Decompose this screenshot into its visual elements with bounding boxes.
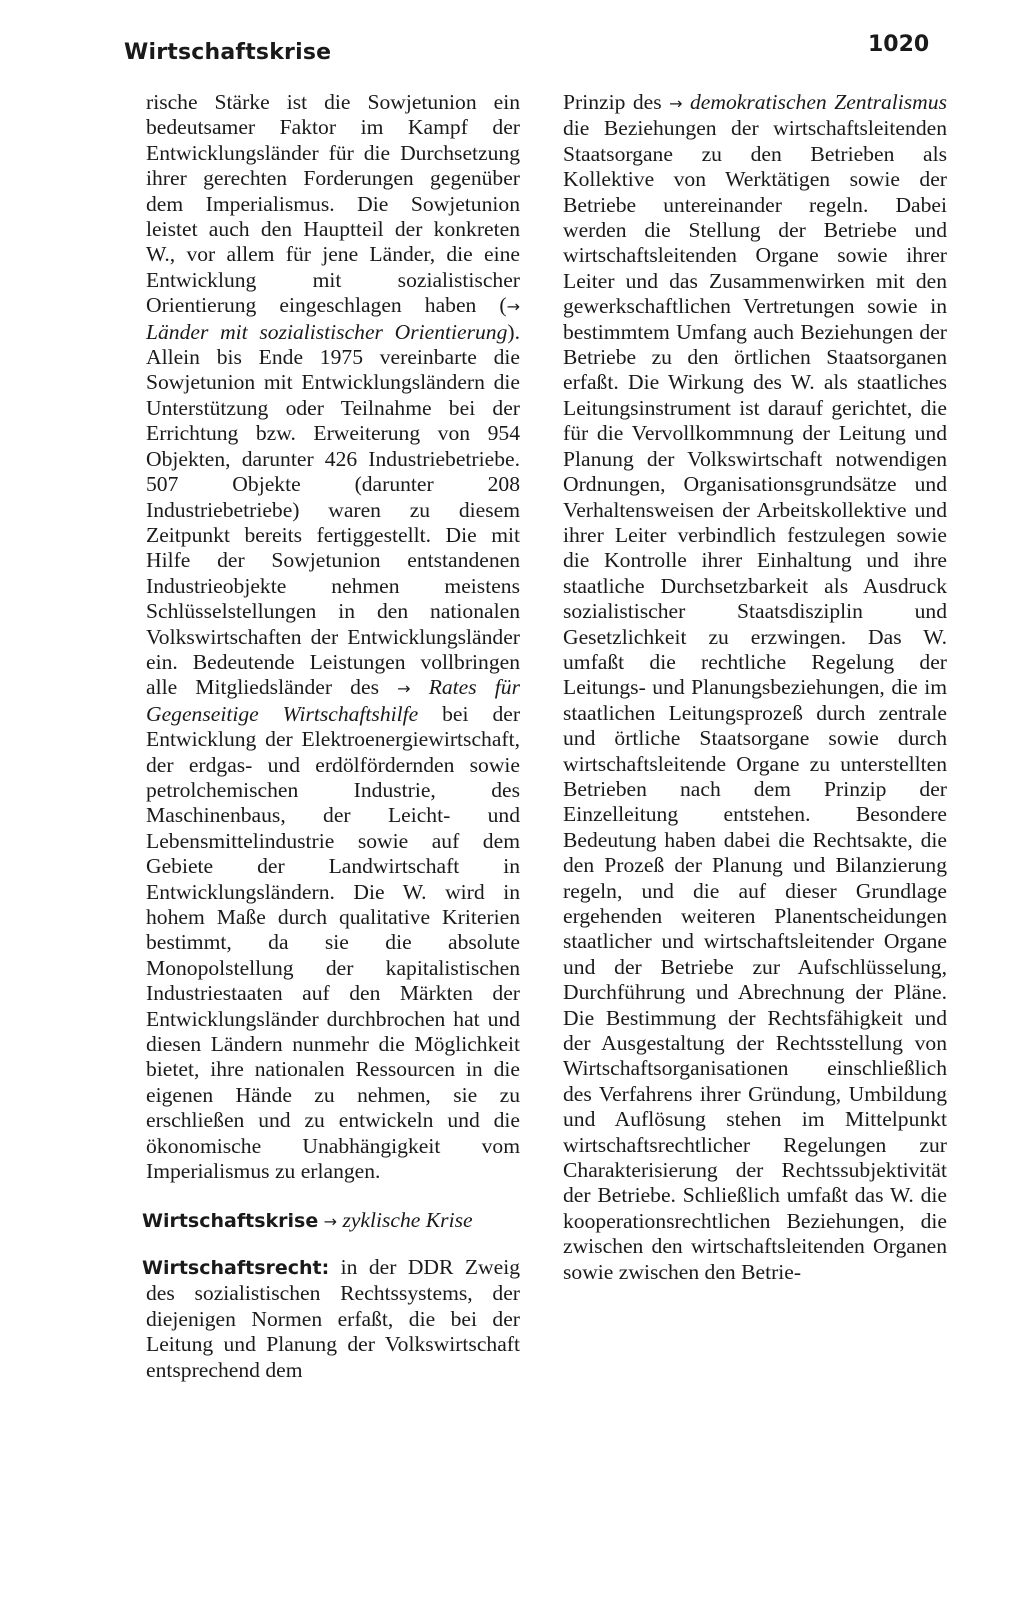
running-head: Wirtschaftskrise — [124, 40, 332, 65]
cross-reference-arrow-icon: → — [669, 94, 683, 113]
entry-headword: Wirtschaftsrecht: — [142, 1256, 330, 1279]
cross-reference: demokratischen Zentralismus — [690, 90, 947, 114]
text-run: die Beziehungen der wirtschaftsleitenden Staatsorgane zu den Betrieben als Kollektive von Werktätigen sowie der Betriebe untereinander regeln. Dabei werden die Stellung der Betriebe und wirtschaftsleitenden Organe sowie ihrer Leiter und das Zusammenwirken mit den gewerkschaftlichen Vertretungen sowie in bestimmtem Umfang auch Beziehungen der Betriebe zu den örtlichen Staatsorganen erfaßt. Die Wirkung des W. als staatliches Leitungsinstrument ist darauf gerichtet, die für die Vervollkommnung der Leitung und Planung der Volkswirtschaft notwendigen Ordnungen, Organisationsgrundsätze und Verhaltensweisen der Arbeitskollektive und ihrer Leiter verbindlich festzulegen sowie die Kontrolle ihrer Einhaltung und ihre staatliche Durchsetzbarkeit als Ausdruck sozialistischer Staatsdisziplin und Gesetzlichkeit zu erzwingen. Das W. umfaßt die rechtliche Regelung der Leitungs- und Planungsbeziehungen, die im staatlichen Leitungsprozeß durch zentrale und örtliche Staatsorgane sowie durch wirtschaftsleitende Organe zu unterstellten Betrieben nach dem Prinzip der Einzelleitung entstehen. Besondere Bedeutung haben dabei die Rechtsakte, die den Prozeß der Planung und Bilanzierung regeln, und die auf dieser Grundlage ergehenden weiteren Planentscheidungen staatlicher und wirtschaftsleitender Organe und der Betriebe zur Aufschlüsselung, Durchführung und Abrechnung der Pläne. Die Bestimmung der Rechtsfähigkeit und der Ausgestaltung der Rechtsstellung von Wirtschaftsorganisationen einschließlich des Verfahrens ihrer Gründung, Umbildung und Auflösung stehen im Mittelpunkt wirtschaftsrechtlicher Regelungen zur Charakterisierung der Rechtssubjektivität der Betriebe. Schließlich umfaßt das W. die kooperationsrechtlichen Beziehungen, die zwischen den wirtschaftsleitenden Organen sowie zwischen den Betrie- — [563, 116, 947, 1284]
cross-reference-arrow-icon: → — [323, 1212, 338, 1232]
text-run: bei der Entwicklung der Elektroenergiewirtschaft, der erdgas- und erdölfördernden sowie petrolchemischen Industrie, des Maschinenbaus, der Leicht- und Lebensmittelindustrie sowie auf dem Gebiete der Landwirtschaft in Entwicklungsländern. Die W. wird in hohem Maße durch qualitative Kriterien bestimmt, da sie die absolute Monopolstellung der kapitalistischen Industriestaaten auf den Märkten der Entwicklungsländer durchbrochen hat und diesen Ländern nunmehr die Möglichkeit bietet, ihre nationalen Ressourcen in die eigenen Hände zu nehmen, sie zu erschließen und zu entwickeln und die ökonomische Unabhängigkeit vom Imperialismus zu erlangen. — [146, 701, 521, 1184]
cross-reference: Rates für Gegenseitige Wirtschaftshilfe — [146, 675, 521, 726]
entry-wirtschaftsrecht — [142, 1254, 520, 1383]
entry-wirtschaftskrise — [142, 1208, 520, 1234]
cross-reference: zyklische Krise — [342, 1208, 473, 1233]
text-run: ). Allein bis Ende 1975 vereinbarte die Sowjetunion mit Entwicklungsländern die Unterstützung oder Teilnahme bei der Errichtung bzw. Erweiterung von 954 Objekten, darunter 426 Industriebetriebe. 507 Objekte (darunter 208 Industriebetriebe) waren zu diesem Zeitpunkt bereits fertiggestellt. Die mit Hilfe der Sowjetunion entstandenen Industrieobjekte nehmen meistens Schlüsselstellungen in den nationalen Volkswirtschaften der Entwicklungsländer ein. Bedeutende Leistungen vollbringen alle Mitgliedsländer des — [146, 319, 520, 700]
cross-reference-arrow-icon: → — [397, 679, 411, 699]
right-column — [563, 90, 947, 1285]
text-run: in der DDR Zweig des sozialistischen Rechtssystems, der diejenigen Normen erfaßt, die bei der Leitung und Planung der Volkswirtschaft entsprechend dem — [146, 1254, 520, 1382]
cross-reference: Länder mit sozialistischer Orientierung — [146, 319, 508, 344]
left-column — [142, 90, 521, 1383]
entry-headword: Wirtschaftskrise — [142, 1210, 319, 1233]
text-run: Prinzip des — [563, 90, 670, 114]
continuation-paragraph — [146, 90, 520, 1184]
text-run: rische Stärke ist die Sowjetunion ein bedeutsamer Faktor im Kampf der Entwicklungsländer für die Durchsetzung ihrer gerechten Forderungen gegenüber dem Imperialismus. Die Sowjetunion leistet auch den Hauptteil der konkreten W., vor allem für jene Länder, die eine Entwicklung mit sozialistischer Orientierung eingeschlagen haben ( — [146, 90, 520, 318]
cross-reference-arrow-icon: → — [506, 297, 520, 317]
entry-continuation-paragraph — [563, 90, 947, 1285]
page-number: 1020 — [868, 32, 930, 57]
